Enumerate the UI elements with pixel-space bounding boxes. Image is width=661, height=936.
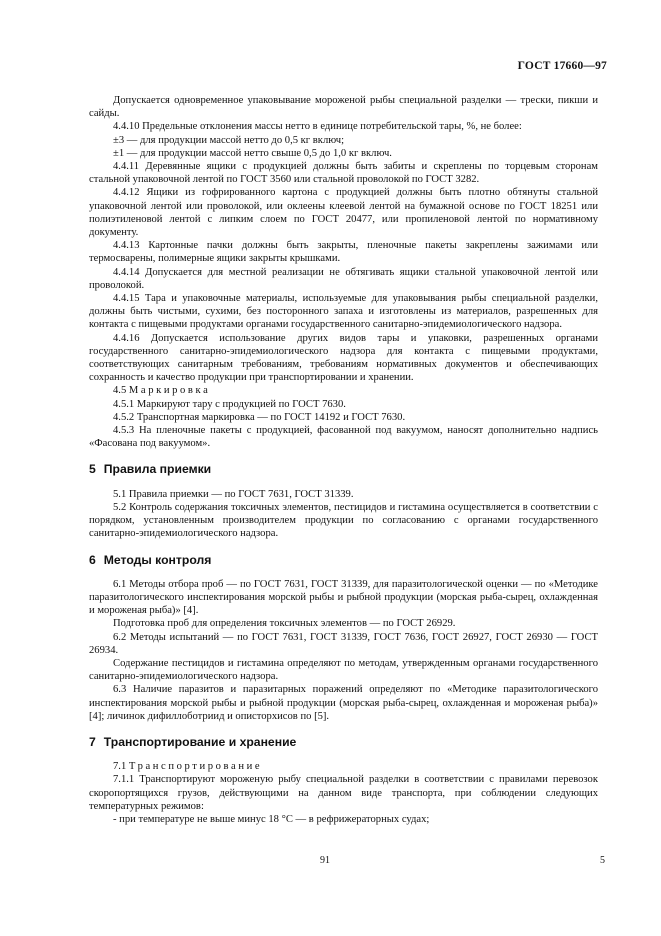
standard-number: ГОСТ 17660—97 (517, 60, 607, 72)
paragraph: Допускается одновременное упаковывание мороженой рыбы специальной разделки — трески, пикши и сайды. (89, 95, 598, 120)
clause-5-2: 5.2 Контроль содержания токсичных элементов, пестицидов и гистамина осуществляется в соответствии с порядком, установленным производителем продукции по согласованию с органами государственного санитарно-эпидемиологического надзора. (89, 501, 598, 540)
clause-4-4-14: 4.4.14 Допускается для местной реализации не обтягивать ящики стальной упаковочной лентой или проволокой. (89, 266, 598, 291)
subsection-number: 7.1 (113, 761, 127, 773)
tolerance-item: ±3 — для продукции массой нетто до 0,5 кг включ; (113, 134, 345, 146)
paragraph: Подготовка проб для определения токсичных элементов — по ГОСТ 26929. (113, 618, 456, 630)
subsection-7-1-heading (89, 760, 598, 773)
paragraph: Содержание пестицидов и гистамина определяют по методам, утвержденным органами государственного санитарно-эпидемиологического надзора. (89, 657, 598, 683)
section-7-heading (89, 736, 598, 749)
clause-4-4-11: 4.4.11 Деревянные ящики с продукцией должны быть забиты и скреплены по торцевым сторонам стальной упаковочной лентой по ГОСТ 3560 или стальной проволокой по ГОСТ 3282. (89, 161, 598, 186)
subsection-title: Маркировка (128, 385, 211, 397)
clause-4-4-13: 4.4.13 Картонные пачки должны быть закрыты, пленочные пакеты закреплены зажимами или термосварены, полимерные ящики закрыты крышками. (89, 240, 598, 265)
clause-4-4-10: 4.4.10 Предельные отклонения массы нетто в единице потребительской тары, %, не более: (113, 121, 522, 133)
clause-6-1: 6.1 Методы отбора проб — по ГОСТ 7631, ГОСТ 31339, для паразитологической оценки — по «Методике паразитологического инспектирования морской рыбы и рыбной продукции (морская рыба-сырец, охлажденная и мороженая рыба)» [4]. (89, 578, 598, 617)
page-number-center: 91 (320, 855, 330, 866)
clause-4-5-3: 4.5.3 На пленочные пакеты с продукцией, фасованной под вакуумом, наносят дополнительно надпись «Фасована под вакуумом». (89, 425, 598, 450)
clause-4-4-12: 4.4.12 Ящики из гофрированного картона с продукцией должны быть плотно обтянуты стальной упаковочной лентой или проволокой, или оклеены клеевой лентой на бумажной основе по ГОСТ 18251 или полиэтиленовой лентой с липким слоем по ГОСТ 20477, или пропиленовой лентой по нормативному документу. (89, 187, 598, 239)
clause-6-3: 6.3 Наличие паразитов и паразитарных поражений определяют по «Методике паразитологического инспектирования морской рыбы и рыбной продукции (морская рыба-сырец, охлажденная и мороженая рыба)» [4]; личинок дифиллоботриид и описторхисов по [5]. (89, 684, 598, 722)
list-item: - при температуре не выше минус 18 °С — в рефрижераторных судах; (113, 813, 430, 825)
subsection-4-5-heading (89, 384, 598, 397)
section-title: Методы контроля (103, 552, 212, 567)
section-title: Правила приемки (103, 462, 212, 477)
section-number: 5 (89, 462, 96, 477)
section-6-heading (89, 554, 598, 567)
section-number: 6 (89, 552, 96, 567)
tolerance-item: ±1 — для продукции массой нетто свыше 0,5 до 1,0 кг включ. (113, 147, 392, 159)
clause-4-5-2: 4.5.2 Транспортная маркировка — по ГОСТ 14192 и ГОСТ 7630. (113, 411, 406, 423)
page-body (89, 94, 598, 826)
page-number-right: 5 (600, 855, 605, 866)
subsection-number: 4.5 (113, 385, 127, 397)
clause-5-1: 5.1 Правила приемки — по ГОСТ 7631, ГОСТ 31339. (113, 488, 354, 500)
clause-4-4-15: 4.4.15 Тара и упаковочные материалы, используемые для упаковывания рыбы специальной разделки, должны быть чистыми, сухими, без посторонного запаха и изготовлены из материалов, разрешенных для контакта с пищевыми продуктами органами государственного санитарно-эпидемиологического надзора. (89, 293, 598, 331)
section-5-heading (89, 463, 598, 476)
clause-4-4-16: 4.4.16 Допускается использование других видов тары и упаковки, разрешенных органами государственного санитарно-эпидемиологического надзора для контакта с пищевыми продуктами, соответствующих санитарным требованиям, требованиям нормативных документов и обеспечивающих сохранность и качество продукции при транспортировании и хранении. (89, 332, 598, 384)
section-number: 7 (89, 734, 96, 749)
clause-7-1-1: 7.1.1 Транспортируют мороженую рыбу специальной разделки в соответствии с правилами перевозок скоропортящихся грузов, действующими на данном виде транспорта, при соблюдении следующих температурных режимов: (89, 774, 598, 812)
clause-6-2: 6.2 Методы испытаний — по ГОСТ 7631, ГОСТ 31339, ГОСТ 7636, ГОСТ 26927, ГОСТ 26930 — ГОСТ 26934. (89, 631, 598, 656)
clause-4-5-1: 4.5.1 Маркируют тару с продукцией по ГОСТ 7630. (113, 398, 346, 410)
section-title: Транспортирование и хранение (103, 734, 297, 749)
subsection-title: Транспортирование (128, 761, 263, 773)
